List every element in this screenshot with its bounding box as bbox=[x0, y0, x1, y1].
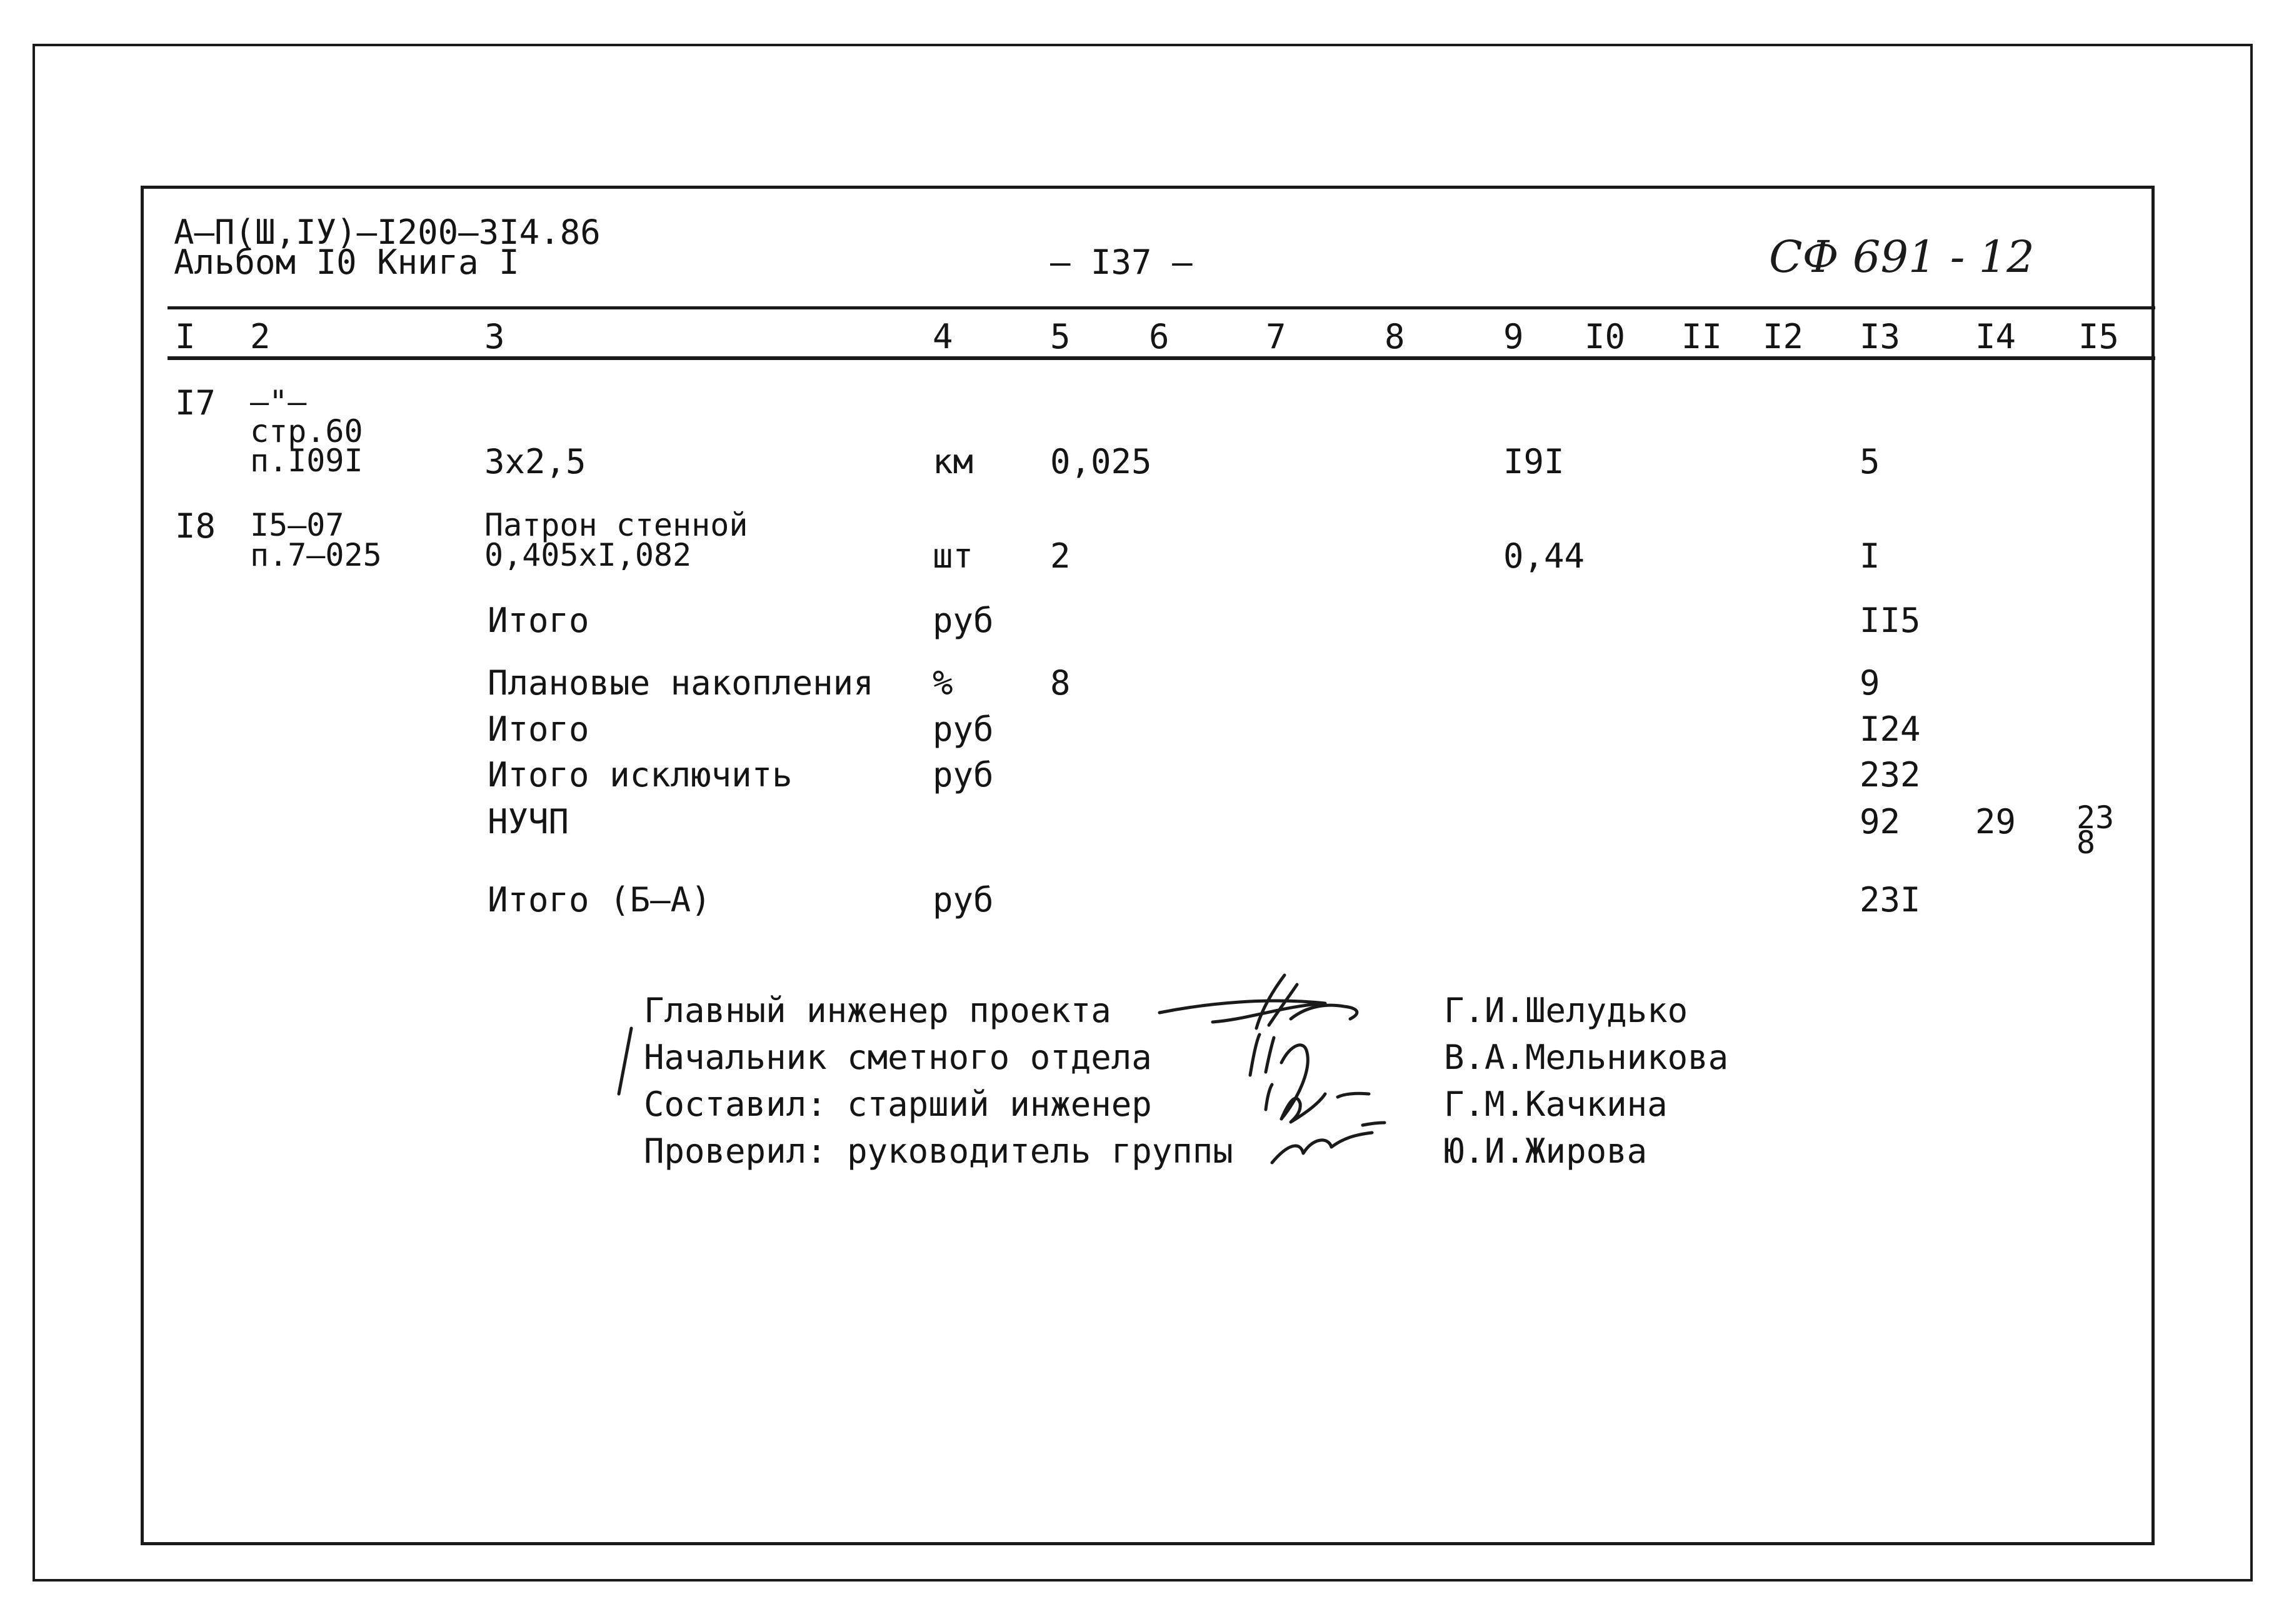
margin-mark bbox=[613, 1025, 638, 1100]
row-col5: 0,025 bbox=[1050, 442, 1152, 481]
total-col13: 9 bbox=[1860, 663, 1880, 703]
col-2: 2 bbox=[250, 317, 271, 356]
total-col13: 23I bbox=[1860, 880, 1921, 920]
col-5: 5 bbox=[1050, 317, 1071, 356]
col-9: 9 bbox=[1503, 317, 1524, 356]
signature-name: Г.М.Качкина bbox=[1444, 1085, 1668, 1124]
row-name-line: 0,405xI,082 bbox=[484, 537, 692, 573]
row-unit: км bbox=[933, 442, 974, 481]
inner-frame bbox=[141, 186, 2155, 1545]
signature-position: Составил: старший инженер bbox=[644, 1085, 1152, 1124]
signature-position: Проверил: руководитель группы bbox=[644, 1131, 1233, 1171]
signature-name: Ю.И.Жирова bbox=[1444, 1131, 1648, 1171]
total-col13: I24 bbox=[1860, 709, 1921, 749]
col-11: II bbox=[1681, 317, 1723, 356]
row-code-line: п.I09I bbox=[250, 443, 363, 479]
row-unit: шт bbox=[933, 536, 974, 576]
total-col13: 92 bbox=[1860, 802, 1901, 841]
row-code-line: стр.60 bbox=[250, 413, 363, 449]
signature-position: Начальник сметного отдела bbox=[644, 1038, 1152, 1077]
total-unit: руб bbox=[933, 755, 994, 794]
row-col9: I9I bbox=[1503, 442, 1565, 481]
row-number: I7 bbox=[175, 383, 216, 423]
total-col15: 23 8 bbox=[2076, 799, 2115, 861]
total-name: Итого bbox=[488, 601, 589, 640]
total-name: НУЧП bbox=[488, 802, 569, 841]
col-3: 3 bbox=[484, 317, 505, 356]
doc-code: А–П(Ш,IУ)–I200–3I4.86 bbox=[174, 213, 601, 252]
col-14: I4 bbox=[1975, 317, 2016, 356]
col-12: I2 bbox=[1763, 317, 1804, 356]
row-code-line: п.7–025 bbox=[250, 537, 382, 573]
row-col13: 5 bbox=[1860, 442, 1880, 481]
handwritten-code: СФ 691 - 12 bbox=[1769, 231, 2035, 283]
row-number: I8 bbox=[175, 506, 216, 546]
header-bottom-rule bbox=[168, 356, 2155, 360]
signature-name: Г.И.Шелудько bbox=[1444, 991, 1688, 1030]
total-unit: % bbox=[933, 663, 953, 703]
total-unit: руб bbox=[933, 880, 994, 920]
col-4: 4 bbox=[933, 317, 953, 356]
total-name: Итого bbox=[488, 709, 589, 749]
col-1: I bbox=[175, 317, 196, 356]
row-name-line: Патрон стенной bbox=[484, 507, 748, 543]
page-number: – I37 – bbox=[1050, 243, 1193, 282]
row-code-line: –"– bbox=[250, 384, 307, 420]
total-col13: II5 bbox=[1860, 601, 1921, 640]
handwritten-signature bbox=[1156, 969, 1419, 1181]
total-col14: 29 bbox=[1975, 802, 2016, 841]
row-code-line: I5–07 bbox=[250, 507, 344, 543]
total-name: Плановые накопления bbox=[488, 663, 874, 703]
album-book: Альбом I0 Книга I bbox=[174, 243, 519, 282]
total-col13: 232 bbox=[1860, 755, 1921, 794]
total-name: Итого (Б–А) bbox=[488, 880, 711, 920]
header-top-rule bbox=[168, 306, 2155, 309]
row-col5: 2 bbox=[1050, 536, 1071, 576]
signature-position: Главный инженер проекта bbox=[644, 991, 1111, 1030]
total-col5: 8 bbox=[1050, 663, 1071, 703]
col-10: I0 bbox=[1585, 317, 1626, 356]
col-13: I3 bbox=[1860, 317, 1901, 356]
signature-name: В.А.Мельникова bbox=[1444, 1038, 1729, 1077]
col-6: 6 bbox=[1149, 317, 1170, 356]
row-name-line: 3x2,5 bbox=[484, 442, 586, 481]
total-name: Итого исключить bbox=[488, 755, 793, 794]
col-8: 8 bbox=[1385, 317, 1405, 356]
total-unit: руб bbox=[933, 709, 994, 749]
row-col9: 0,44 bbox=[1503, 536, 1585, 576]
row-col13: I bbox=[1860, 536, 1880, 576]
total-unit: руб bbox=[933, 601, 994, 640]
col-7: 7 bbox=[1266, 317, 1286, 356]
col-15: I5 bbox=[2078, 317, 2120, 356]
